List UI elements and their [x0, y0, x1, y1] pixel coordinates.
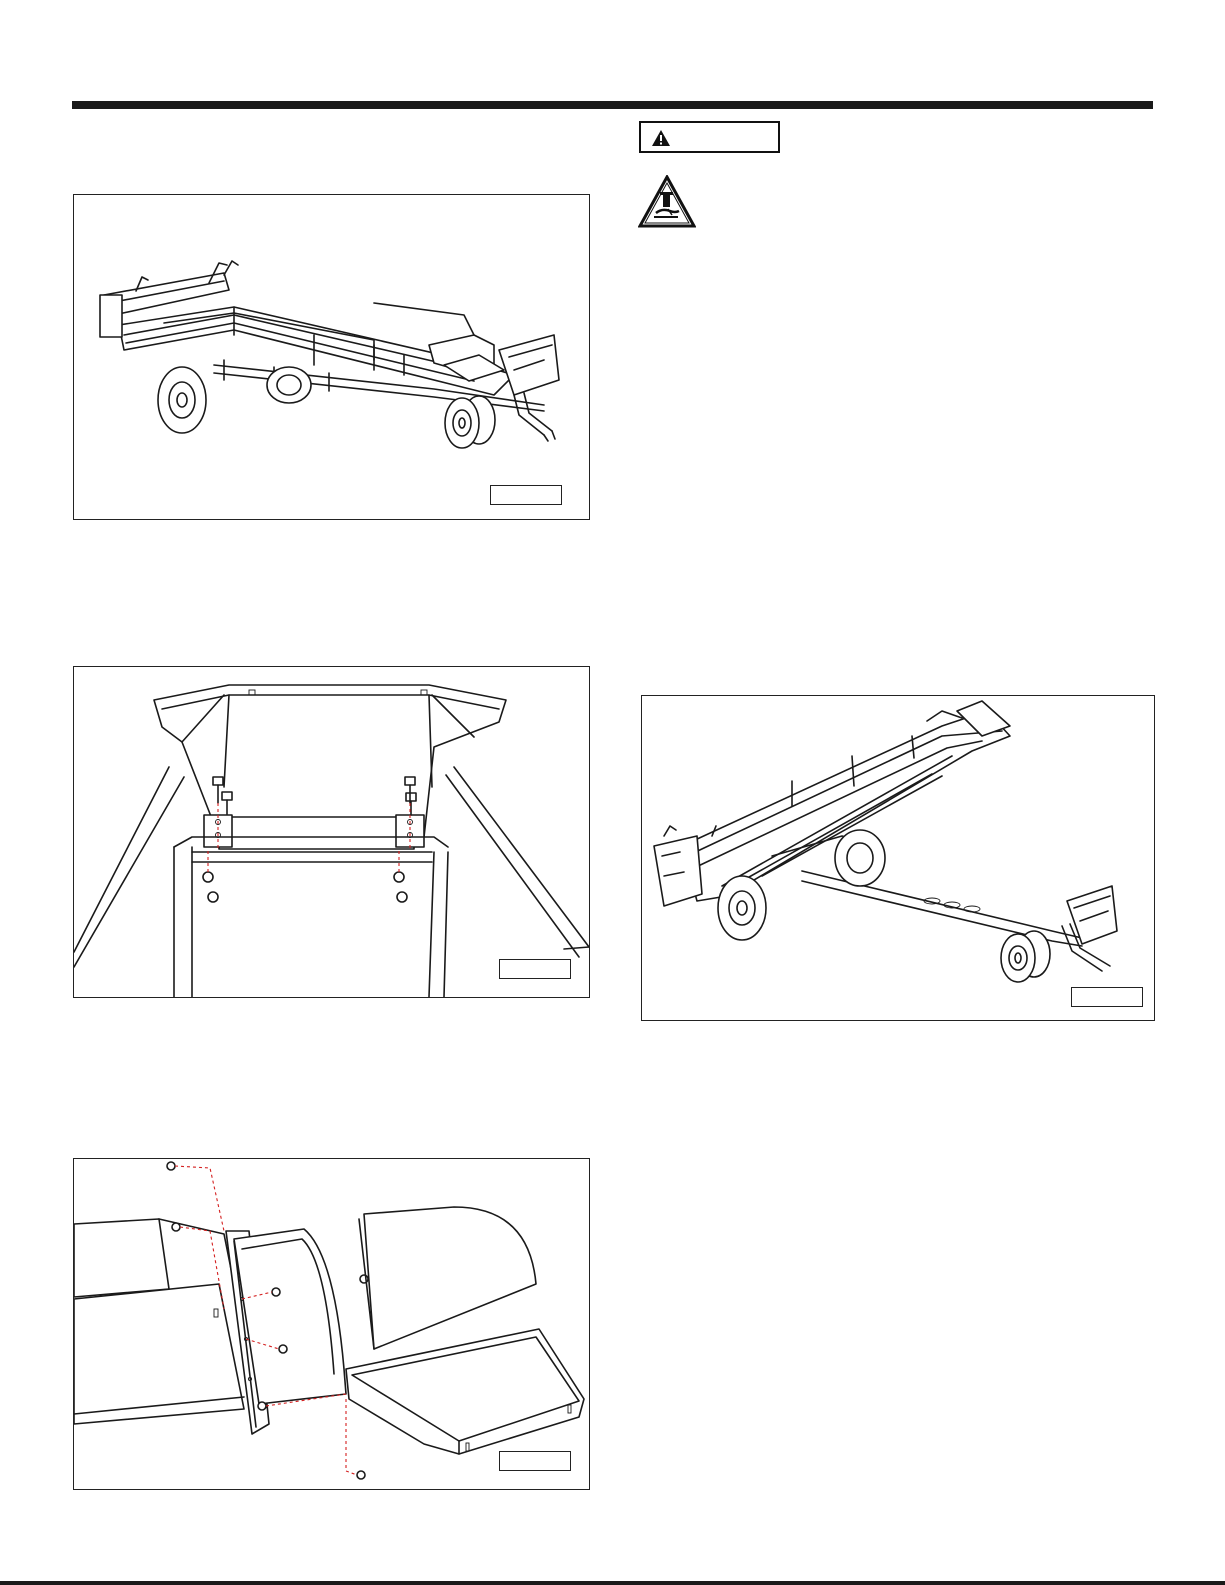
warning-signal-word: [639, 121, 780, 153]
warning-triangle-icon: [651, 129, 671, 147]
trailer-transport-illustration: [74, 195, 589, 519]
figure-trailer-raised: [641, 695, 1155, 1021]
header-rule: [72, 101, 1153, 109]
spout-hardware-illustration: [74, 667, 589, 997]
figure-label: [490, 485, 562, 505]
figure-label: [1071, 987, 1143, 1007]
figure-spout-hardware: [73, 666, 590, 998]
figure-trailer-transport: [73, 194, 590, 520]
trailer-raised-illustration: [642, 696, 1154, 1020]
figure-side-panel-hardware: [73, 1158, 590, 1490]
figure-label: [499, 959, 571, 979]
footer-rule: [0, 1581, 1225, 1585]
side-panel-hardware-illustration: [74, 1159, 589, 1489]
crush-hazard-icon: [638, 175, 696, 228]
figure-label: [499, 1451, 571, 1471]
